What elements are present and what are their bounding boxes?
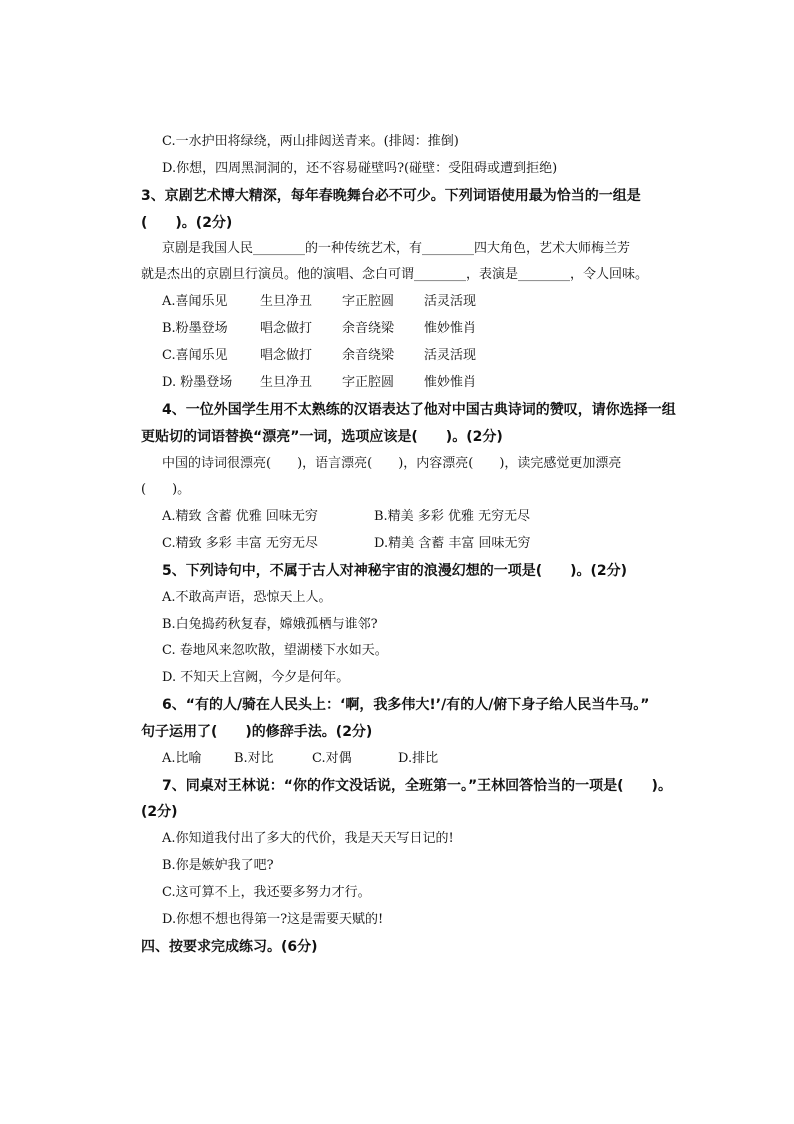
q7-title: 7、同桌对王林说：“你的作文没话说，全班第一。”王林回答恰当的一项是( )。 xyxy=(162,778,672,794)
q7-option-d: D.你想不想也得第一?这是需要天赋的! xyxy=(162,912,384,927)
q3-option-c-word2: 唱念做打 xyxy=(260,348,313,363)
q3-option-b-word3: 余音绕梁 xyxy=(342,321,395,336)
q3-passage-line2: 就是杰出的京剧旦行演员。他的演唱、念白可谓________，表演是________，令人回味。 xyxy=(141,267,649,282)
q4-option-b: B.精美 多彩 优雅 无穷无尽 xyxy=(374,509,531,524)
q5-title: 5、下列诗句中，不属于古人对神秘宇宙的浪漫幻想的一项是( )。(2分) xyxy=(162,563,628,579)
q4-title: 4、一位外国学生用不太熟练的汉语表达了他对中国古典诗词的赞叹，请你选择一组 xyxy=(162,402,676,418)
q5-option-d: D. 不知天上宫阙，今夕是何年。 xyxy=(162,670,350,685)
q3-option-a-word3: 字正腔圆 xyxy=(342,294,395,309)
q3-option-d-word3: 字正腔圆 xyxy=(342,375,395,390)
q3-option-a-word1: A.喜闻乐见 xyxy=(162,294,228,309)
q3-option-a-word2: 生旦净丑 xyxy=(260,294,313,309)
q3-option-d-word2: 生旦净丑 xyxy=(260,375,313,390)
q2-option-c: C.一水护田将绿绕，两山排闼送青来。(排闼：推倒) xyxy=(162,134,459,149)
q3-option-c-word4: 活灵活现 xyxy=(424,348,477,363)
q4-title-line2: 更贴切的词语替换“漂亮”一词，选项应该是( )。(2分) xyxy=(141,429,503,445)
q3-option-b-word1: B.粉墨登场 xyxy=(162,321,228,336)
q5-option-b: B.白兔捣药秋复春，嫦娥孤栖与谁邻? xyxy=(162,617,378,632)
q7-option-a: A.你知道我付出了多大的代价，我是天天写日记的! xyxy=(162,831,454,846)
q3-passage-line1: 京剧是我国人民________的一种传统艺术，有________四大角色，艺术大师梅兰芳 xyxy=(162,241,631,256)
q6-title-line2: 句子运用了( )的修辞手法。(2分) xyxy=(141,724,373,740)
q3-option-d-word4: 惟妙惟肖 xyxy=(424,375,477,390)
q7-score: (2分) xyxy=(141,804,178,820)
q7-option-b: B.你是嫉妒我了吧? xyxy=(162,858,274,873)
q6-option-a: A.比喻 xyxy=(162,751,202,766)
q5-option-a: A.不敢高声语，恐惊天上人。 xyxy=(162,590,332,605)
q3-option-b-word4: 惟妙惟肖 xyxy=(424,321,477,336)
q4-option-c: C.精致 多彩 丰富 无穷无尽 xyxy=(162,536,319,551)
q5-option-c: C. 卷地风来忽吹散，望湖楼下水如天。 xyxy=(162,643,388,658)
q6-option-d: D.排比 xyxy=(398,751,439,766)
q4-passage-line2: ( )。 xyxy=(141,482,191,497)
q3-option-c-word1: C.喜闻乐见 xyxy=(162,348,228,363)
q6-title: 6、“有的人/骑在人民头上：‘啊，我多伟大!’/有的人/俯下身子给人民当牛马。” xyxy=(162,697,650,713)
q2-option-d: D.你想，四周黑洞洞的，还不容易碰壁吗?(碰壁：受阻碍或遭到拒绝) xyxy=(162,161,558,176)
q6-option-c: C.对偶 xyxy=(312,751,352,766)
q4-passage-line1: 中国的诗词很漂亮( )，语言漂亮( )，内容漂亮( )，读完感觉更加漂亮 xyxy=(162,456,622,471)
q6-option-b: B.对比 xyxy=(234,751,274,766)
q3-title: 3、京剧艺术博大精深，每年春晚舞台必不可少。下列词语使用最为恰当的一组是 xyxy=(141,188,641,204)
q3-option-b-word2: 唱念做打 xyxy=(260,321,313,336)
q4-option-a: A.精致 含蓄 优雅 回味无穷 xyxy=(162,509,318,524)
q3-option-c-word3: 余音绕梁 xyxy=(342,348,395,363)
section-4-heading: 四、按要求完成练习。(6分) xyxy=(141,939,318,955)
q3-option-a-word4: 活灵活现 xyxy=(424,294,477,309)
q4-option-d: D.精美 含蓄 丰富 回味无穷 xyxy=(374,536,531,551)
q7-option-c: C.这可算不上，我还要多努力才行。 xyxy=(162,885,371,900)
q3-score: ( )。(2分) xyxy=(141,215,233,231)
q3-option-d-word1: D. 粉墨登场 xyxy=(162,375,233,390)
